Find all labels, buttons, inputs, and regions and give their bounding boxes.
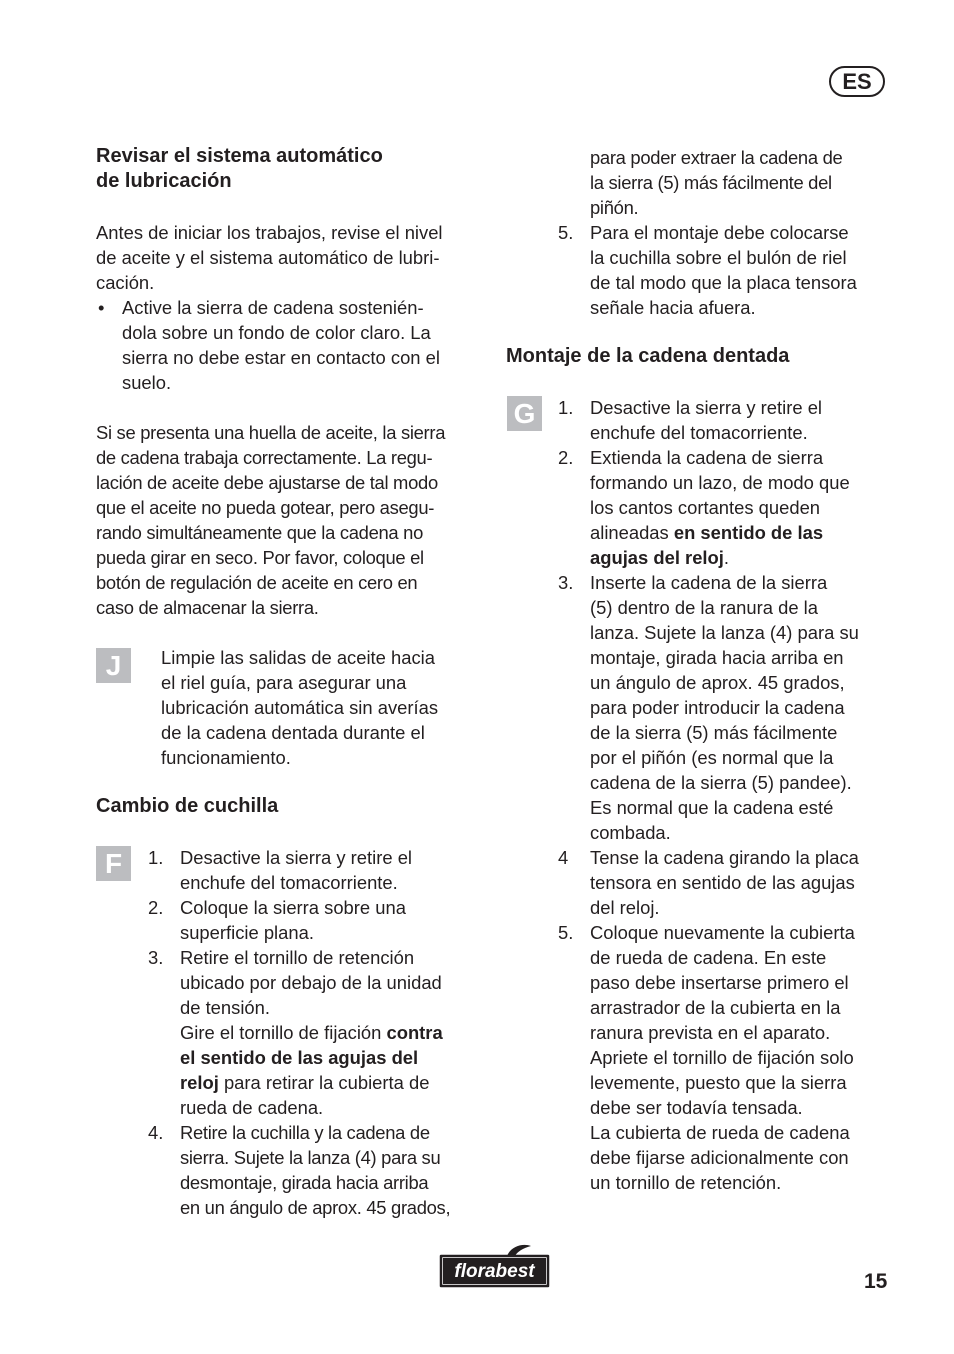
- step-line: tensora en sentido de las agujas: [590, 872, 855, 893]
- step-line: debe fijarse adicionalmente con: [590, 1147, 849, 1168]
- step-emphasis: reloj: [180, 1072, 219, 1093]
- note-line: el riel guía, para asegurar una: [161, 672, 407, 693]
- step-emphasis: agujas del reloj: [590, 547, 724, 568]
- paragraph-line: Si se presenta una huella de aceite, la sierra: [96, 422, 446, 443]
- step-number: 3.: [558, 572, 574, 593]
- language-badge: ES: [829, 66, 885, 97]
- step-line: [180, 1020, 443, 1045]
- step-number: 5.: [558, 222, 574, 243]
- step-line: paso debe insertarse primero el: [590, 972, 849, 993]
- paragraph-line: caso de almacenar la sierra.: [96, 597, 319, 618]
- step-line: lanza. Sujete la lanza (4) para su: [590, 622, 859, 643]
- step-number: 2.: [148, 897, 164, 918]
- section-heading: Cambio de cuchilla: [96, 795, 279, 817]
- step-line: [590, 545, 729, 570]
- step-number: 1.: [148, 847, 164, 868]
- section-heading: de lubricación: [96, 170, 232, 192]
- step-line: enchufe del tomacorriente.: [590, 422, 808, 443]
- step-line: Extienda la cadena de sierra: [590, 447, 824, 468]
- step-line: en un ángulo de aprox. 45 grados,: [180, 1197, 451, 1218]
- step-line: la cuchilla sobre el bulón de riel: [590, 247, 847, 268]
- note-line: lubricación automática sin averías: [161, 697, 439, 718]
- step-line: de tensión.: [180, 997, 270, 1018]
- step-emphasis: en sentido de las: [673, 522, 824, 543]
- step-line: Inserte la cadena de la sierra: [590, 572, 828, 593]
- step-text: Gire el tornillo de fijación: [180, 1022, 387, 1043]
- step-line: combada.: [590, 822, 671, 843]
- step-line: Coloque nuevamente la cubierta: [590, 922, 855, 943]
- step-line: un ángulo de aprox. 45 grados,: [590, 672, 845, 693]
- step-line: formando un lazo, de modo que: [590, 472, 850, 493]
- step-line: un tornillo de retención.: [590, 1172, 782, 1193]
- step-line: de tal modo que la placa tensora: [590, 272, 857, 293]
- paragraph-line: que el aceite no pueda gotear, pero asegu-: [96, 497, 435, 518]
- step-line: Apriete el tornillo de fijación solo: [590, 1047, 854, 1068]
- step-line: [590, 520, 823, 545]
- step-emphasis-line: el sentido de las agujas del: [180, 1047, 419, 1068]
- step-line: los cantos cortantes queden: [590, 497, 821, 518]
- step-number: 2.: [558, 447, 574, 468]
- bullet-marker: •: [98, 297, 105, 318]
- step-line: montaje, girada hacia arriba en: [590, 647, 844, 668]
- section-heading: Revisar el sistema automático: [96, 145, 383, 167]
- bullet-line: Active la sierra de cadena sostenién-: [122, 297, 424, 318]
- step-line: superficie plana.: [180, 922, 314, 943]
- step-text: alineadas: [590, 522, 674, 543]
- step-number: 5.: [558, 922, 574, 943]
- paragraph-line: lación de aceite debe ajustarse de tal modo: [96, 472, 438, 493]
- step-line: la sierra (5) más fácilmente del: [590, 172, 832, 193]
- step-text: para retirar la cubierta de: [218, 1072, 430, 1093]
- step-line: del reloj.: [590, 897, 660, 918]
- step-line: de rueda de cadena. En este: [590, 947, 827, 968]
- paragraph-line: de cadena trabaja correctamente. La regu-: [96, 447, 433, 468]
- step-line: sierra. Sujete la lanza (4) para su: [180, 1147, 441, 1168]
- paragraph-line: de aceite y el sistema automático de lubri-: [96, 247, 440, 268]
- step-line: piñón.: [590, 197, 639, 218]
- step-line: Retire el tornillo de retención: [180, 947, 415, 968]
- paragraph-line: botón de regulación de aceite en cero en: [96, 572, 418, 593]
- step-emphasis: contra: [386, 1022, 443, 1043]
- section-heading: Montaje de la cadena dentada: [506, 345, 790, 367]
- step-line: señale hacia afuera.: [590, 297, 756, 318]
- step-line: cadena de la sierra (5) pandee).: [590, 772, 852, 793]
- step-line: rueda de cadena.: [180, 1097, 324, 1118]
- note-line: funcionamiento.: [161, 747, 291, 768]
- step-line: Tense la cadena girando la placa: [590, 847, 859, 868]
- step-line: Desactive la sierra y retire el: [180, 847, 413, 868]
- step-line: Es normal que la cadena esté: [590, 797, 834, 818]
- step-line: Retire la cuchilla y la cadena de: [180, 1122, 430, 1143]
- step-line: Desactive la sierra y retire el: [590, 397, 823, 418]
- paragraph-line: rando simultáneamente que la cadena no: [96, 522, 424, 543]
- step-line: desmontaje, girada hacia arriba: [180, 1172, 429, 1193]
- bullet-line: suelo.: [122, 372, 172, 393]
- step-number: 3.: [148, 947, 164, 968]
- paragraph-line: pueda girar en seco. Por favor, coloque el: [96, 547, 424, 568]
- note-line: de la cadena dentada durante el: [161, 722, 425, 743]
- figure-label-f: F: [96, 846, 131, 881]
- bullet-line: dola sobre un fondo de color claro. La: [122, 322, 431, 343]
- step-line: La cubierta de rueda de cadena: [590, 1122, 850, 1143]
- step-number: 4.: [148, 1122, 164, 1143]
- figure-label-g: G: [507, 396, 542, 431]
- step-line: Para el montaje debe colocarse: [590, 222, 849, 243]
- step-line: ubicado por debajo de la unidad: [180, 972, 442, 993]
- step-line: de la sierra (5) más fácilmente: [590, 722, 838, 743]
- step-line: Coloque la sierra sobre una: [180, 897, 406, 918]
- step-text: .: [723, 547, 730, 568]
- step-line: [180, 1070, 429, 1095]
- step-number: 4: [558, 847, 569, 868]
- note-line: Limpie las salidas de aceite hacia: [161, 647, 435, 668]
- step-line: arrastrador de la cubierta en la: [590, 997, 841, 1018]
- paragraph-line: Antes de iniciar los trabajos, revise el nivel: [96, 222, 443, 243]
- figure-label-j: J: [96, 648, 131, 683]
- florabest-logo: [437, 1242, 552, 1290]
- bullet-line: sierra no debe estar en contacto con el: [122, 347, 440, 368]
- logo-wordmark: florabest: [454, 1261, 535, 1282]
- step-number: 1.: [558, 397, 574, 418]
- step-line: enchufe del tomacorriente.: [180, 872, 398, 893]
- step-line: para poder introducir la cadena: [590, 697, 845, 718]
- step-line: por el piñón (es normal que la: [590, 747, 834, 768]
- step-line: (5) dentro de la ranura de la: [590, 597, 818, 618]
- page-number: 15: [864, 1270, 888, 1293]
- step-line: debe ser todavía tensada.: [590, 1097, 803, 1118]
- step-line: para poder extraer la cadena de: [590, 147, 843, 168]
- paragraph-line: cación.: [96, 272, 155, 293]
- step-line: levemente, puesto que la sierra: [590, 1072, 847, 1093]
- step-line: ranura prevista en el aparato.: [590, 1022, 831, 1043]
